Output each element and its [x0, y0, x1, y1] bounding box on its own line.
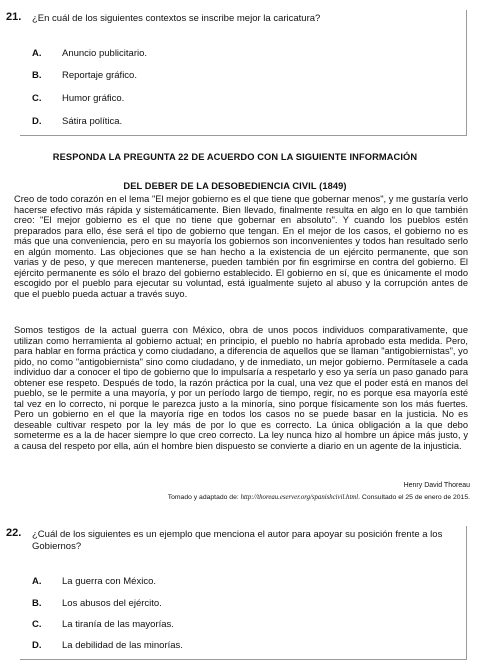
question-border-right [466, 526, 467, 660]
option-c[interactable] [32, 93, 124, 104]
source-url: http://thoreau.eserver.org/spanishcivil.html [240, 494, 359, 501]
option-letter: B. [32, 70, 42, 81]
option-text: Sátira política. [62, 116, 123, 127]
option-text: La tiranía de las mayorías. [62, 619, 174, 630]
option-c[interactable] [32, 619, 174, 630]
option-a[interactable] [32, 576, 156, 587]
option-letter: B. [32, 598, 42, 609]
question-text: ¿Cuál de los siguientes es un ejemplo que menciona el autor para apoyar su posición frente a los Gobiernos? [32, 529, 443, 552]
option-letter: C. [32, 619, 42, 630]
reading-paragraph-2: Somos testigos de la actual guerra con México, obra de unos pocos individuos comparativamente, que utilizan como herramienta al gobierno actual; en principio, el pueblo no habría aprobado esta medida. Pero, para hablar en forma práctica y como ciudadano, a diferencia de aquellos que se llaman "antigobiernistas", yo pido, no como "antigobiernista" sino como ciudadano, y de inmediato, un mejor gobierno. Permítasele a cada individuo dar a conocer el tipo de gobierno que lo impulsaría a respetarlo y eso ya sería un paso ganado para obtener ese respeto. Después de todo, la razón práctica por la cual, una vez que el poder está en manos del pueblo, se le permite a una mayoría, y por un período largo de tiempo, regir, no es porque esa mayoría esté tal vez en lo correcto, ni porque le parezca justo a la minoría, sino porque físicamente son los más fuertes. Pero un gobierno en el que la mayoría rige en todos los casos no se puede basar en la justicia. No es deseable cultivar respeto por la ley más de por lo que es correcto. La única obligación a la que debo someterme es a la de hacer siempre lo que creo correcto. La ley nunca hizo al hombre un ápice más justo, y a causa del respeto por ella, aún el hombre bien dispuesto se convierte a diario en un agente de la injusticia. [14, 325, 468, 451]
option-letter: C. [32, 93, 42, 104]
option-text: La debilidad de las minorías. [62, 640, 183, 651]
instructions-heading: RESPONDA LA PREGUNTA 22 DE ACUERDO CON LA SIGUIENTE INFORMACIÓN [52, 152, 418, 162]
option-letter: A. [32, 576, 42, 587]
option-d[interactable] [32, 116, 122, 127]
option-b[interactable] [32, 598, 162, 609]
option-text: Anuncio publicitario. [62, 48, 148, 59]
reading-title: DEL DEBER DE LA DESOBEDIENCIA CIVIL (1849) [123, 181, 347, 191]
reading-author: Henry David Thoreau [403, 482, 470, 489]
option-text: Los abusos del ejército. [62, 598, 162, 609]
source-suffix: . Consultado el 25 de enero de 2015. [358, 494, 470, 501]
option-b[interactable] [32, 70, 137, 81]
source-prefix: Tomado y adaptado de: [167, 494, 241, 501]
option-letter: D. [32, 116, 42, 127]
question-number: 22. [6, 527, 22, 539]
option-letter: A. [32, 48, 42, 59]
option-d[interactable] [32, 640, 183, 651]
question-border-bottom [20, 659, 467, 660]
question-number: 21. [6, 11, 22, 23]
question-border-right [466, 10, 467, 136]
option-text: La guerra con México. [62, 576, 156, 587]
reading-source [168, 494, 470, 501]
option-text: Humor gráfico. [62, 93, 125, 104]
option-text: Reportaje gráfico. [62, 70, 137, 81]
question-border-bottom [20, 135, 467, 136]
option-letter: D. [32, 640, 42, 651]
option-a[interactable] [32, 48, 147, 59]
reading-paragraph-1: Creo de todo corazón en el lema "El mejor gobierno es el que tiene que gobernar menos", y me gustaría verlo hacerse efectivo más rápida y sistemáticamente. Bien llevado, finalmente resulta en algo en lo que también creo: "El mejor gobierno es el que no tiene que gobernar en absoluto". Y cuando los pueblos estén preparados para ello, ése será el tipo de gobierno que tengan. En el mejor de los casos, el gobierno no es más que una conveniencia, pero en su mayoría los gobiernos son inconvenientes y todos han resultado serlo en algún momento. Las objeciones que se han hecho a la existencia de un ejército permanente, que son varias y de peso, y que merecen mantenerse, pueden también por fin esgrimirse en contra del gobierno. El ejército permanente es sólo el brazo del gobierno establecido. El gobierno en sí, que es únicamente el modo escogido por el pueblo para ejecutar su voluntad, está igualmente sujeto al abuso y la corrupción antes de que el pueblo pueda actuar a través suyo. [14, 194, 468, 299]
question-text: ¿En cuál de los siguientes contextos se inscribe mejor la caricatura? [32, 13, 321, 24]
